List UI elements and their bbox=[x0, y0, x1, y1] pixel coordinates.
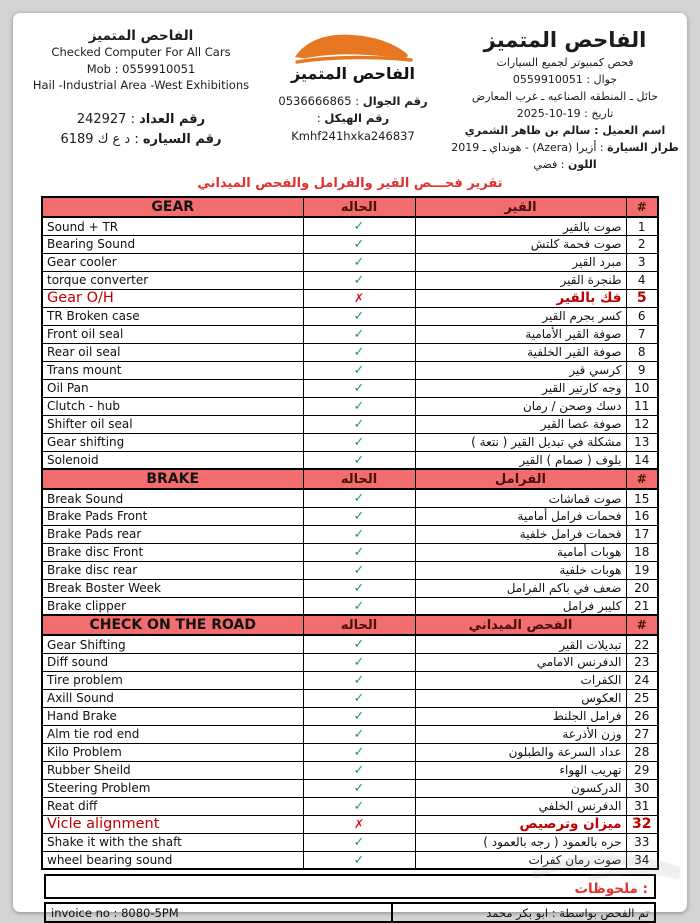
check-icon: ✓ bbox=[353, 834, 365, 850]
vin-number: Kmhf241hxka246837 bbox=[291, 128, 415, 143]
plate-number-line: رقم السياره : د ع ك 6189 bbox=[60, 131, 222, 147]
row-number: 31 bbox=[626, 797, 658, 815]
check-icon: ✓ bbox=[353, 654, 365, 670]
status-cell bbox=[303, 725, 415, 743]
header-line: فحص كمبيوتر لجميع السيارات bbox=[496, 56, 634, 69]
status-cell bbox=[303, 761, 415, 779]
item-name-ar: ميزان وترصيص bbox=[415, 815, 626, 833]
vehicle-registration-block bbox=[27, 110, 255, 149]
row-number: 12 bbox=[626, 415, 658, 433]
inspector-name: تم الفحص بواسطة : ابو بكر محمد bbox=[486, 906, 649, 921]
status-cell bbox=[303, 507, 415, 525]
check-icon: ✓ bbox=[353, 672, 365, 688]
section-title: BRAKE bbox=[42, 469, 303, 489]
status-column-header: الحاله bbox=[303, 197, 415, 217]
table-row bbox=[42, 561, 658, 579]
header-line: اسم العميل : سالم بن ظاهر الشمري bbox=[464, 124, 666, 138]
contact-block bbox=[255, 93, 451, 145]
item-name-en: wheel bearing sound bbox=[42, 851, 303, 869]
table-row bbox=[42, 235, 658, 253]
check-icon: ✓ bbox=[353, 852, 365, 868]
header-line: اللون : فضي bbox=[533, 158, 597, 172]
item-name-ar: صوفة القير الأمامية bbox=[415, 325, 626, 343]
item-name-ar: وزن الأذرعة bbox=[415, 725, 626, 743]
item-name-en: Brake Pads rear bbox=[42, 525, 303, 543]
header-left-block bbox=[27, 28, 255, 149]
table-row bbox=[42, 507, 658, 525]
item-name-ar: وجه كارتير القير bbox=[415, 379, 626, 397]
row-number: 28 bbox=[626, 743, 658, 761]
row-number: 21 bbox=[626, 597, 658, 615]
check-icon: ✓ bbox=[353, 362, 365, 378]
status-cell bbox=[303, 815, 415, 833]
check-icon: ✓ bbox=[353, 526, 365, 542]
row-number: 14 bbox=[626, 451, 658, 469]
item-name-en: Bearing Sound bbox=[42, 235, 303, 253]
header-line: Checked Computer For All Cars bbox=[51, 45, 231, 59]
item-name-ar: الدفرنس الخلفي bbox=[415, 797, 626, 815]
item-name-en: Brake Pads Front bbox=[42, 507, 303, 525]
table-row bbox=[42, 271, 658, 289]
table-row bbox=[42, 597, 658, 615]
item-name-ar: فحمات فرامل أمامية bbox=[415, 507, 626, 525]
check-icon: ✓ bbox=[353, 562, 365, 578]
item-name-en: Front oil seal bbox=[42, 325, 303, 343]
status-cell bbox=[303, 561, 415, 579]
item-name-en: Gear cooler bbox=[42, 253, 303, 271]
vin-label-line: رقم الهيكل : bbox=[316, 111, 390, 126]
item-name-en: Clutch - hub bbox=[42, 397, 303, 415]
table-row bbox=[42, 851, 658, 869]
table-row bbox=[42, 707, 658, 725]
item-name-ar: هوبات أمامية bbox=[415, 543, 626, 561]
item-name-ar: طنجرة القير bbox=[415, 271, 626, 289]
report-header bbox=[13, 28, 687, 173]
item-name-ar: تهريب الهواء bbox=[415, 761, 626, 779]
item-name-en: Brake clipper bbox=[42, 597, 303, 615]
section-header-row bbox=[42, 615, 658, 635]
item-name-en: Tire problem bbox=[42, 671, 303, 689]
table-row bbox=[42, 489, 658, 507]
notes-label: : ملحوظات bbox=[574, 881, 648, 898]
report-title: تقرير فحـــص القير والفرامل والفحص الميداني bbox=[197, 176, 503, 192]
row-number: 1 bbox=[626, 217, 658, 235]
item-name-ar: عداد السرعة والطبلون bbox=[415, 743, 626, 761]
status-cell bbox=[303, 307, 415, 325]
item-name-en: Rubber Sheild bbox=[42, 761, 303, 779]
table-row bbox=[42, 415, 658, 433]
row-number: 8 bbox=[626, 343, 658, 361]
table-row bbox=[42, 743, 658, 761]
row-number: 17 bbox=[626, 525, 658, 543]
table-row bbox=[42, 307, 658, 325]
row-number: 15 bbox=[626, 489, 658, 507]
item-name-en: Break Sound bbox=[42, 489, 303, 507]
arabic-column-header: القير bbox=[415, 197, 626, 217]
table-row bbox=[42, 653, 658, 671]
item-name-ar: فك بالقير bbox=[415, 289, 626, 307]
header-line: جوال : 0559910051 bbox=[512, 73, 618, 87]
item-name-en: Steering Problem bbox=[42, 779, 303, 797]
status-cell bbox=[303, 325, 415, 343]
status-cell bbox=[303, 579, 415, 597]
status-cell bbox=[303, 433, 415, 451]
check-icon: ✓ bbox=[353, 254, 365, 270]
check-icon: ✓ bbox=[353, 580, 365, 596]
item-name-ar: تبديلات القير bbox=[415, 635, 626, 653]
company-info-en bbox=[27, 44, 255, 94]
table-row bbox=[42, 361, 658, 379]
check-icon: ✓ bbox=[353, 452, 365, 468]
status-cell bbox=[303, 743, 415, 761]
company-name-ar: الفاحص المتميز bbox=[483, 28, 647, 52]
status-cell bbox=[303, 415, 415, 433]
table-row bbox=[42, 833, 658, 851]
item-name-en: Brake disc rear bbox=[42, 561, 303, 579]
header-line: حائل ـ المنطقه الصناعيه ـ غرب المعارض bbox=[471, 90, 659, 104]
check-icon: ✓ bbox=[353, 508, 365, 524]
status-cell bbox=[303, 597, 415, 615]
item-name-en: Brake disc Front bbox=[42, 543, 303, 561]
item-name-ar: صوت قماشات bbox=[415, 489, 626, 507]
item-name-ar: مشكلة في تبديل القير ( نتعة ) bbox=[415, 433, 626, 451]
item-name-ar: كرسي قير bbox=[415, 361, 626, 379]
header-line: Hail -Industrial Area -West Exhibitions bbox=[32, 78, 250, 93]
arabic-column-header: الفرامل bbox=[415, 469, 626, 489]
item-name-en: Shake it with the shaft bbox=[42, 833, 303, 851]
status-cell bbox=[303, 525, 415, 543]
row-number: 4 bbox=[626, 271, 658, 289]
check-icon: ✓ bbox=[353, 598, 365, 614]
item-name-ar: الكفرات bbox=[415, 671, 626, 689]
check-icon: ✓ bbox=[353, 744, 365, 760]
row-number: 3 bbox=[626, 253, 658, 271]
item-name-en: Trans mount bbox=[42, 361, 303, 379]
status-cell bbox=[303, 653, 415, 671]
invoice-number: invoice no : 8080-5PM bbox=[46, 904, 393, 921]
row-number: 18 bbox=[626, 543, 658, 561]
status-cell bbox=[303, 707, 415, 725]
company-name-left: الفاحص المتميز bbox=[88, 28, 194, 44]
section-header-row bbox=[42, 469, 658, 489]
row-number: 25 bbox=[626, 689, 658, 707]
status-column-header: الحاله bbox=[303, 615, 415, 635]
row-number: 13 bbox=[626, 433, 658, 451]
item-name-en: Hand Brake bbox=[42, 707, 303, 725]
arabic-column-header: الفحص الميداني bbox=[415, 615, 626, 635]
status-cell bbox=[303, 361, 415, 379]
header-line: طراز السيارة : أزيرا (Azera) - هونداي ـ 2019 bbox=[451, 141, 679, 155]
status-cell bbox=[303, 689, 415, 707]
row-number: 20 bbox=[626, 579, 658, 597]
table-row bbox=[42, 779, 658, 797]
table-row bbox=[42, 543, 658, 561]
table-row bbox=[42, 451, 658, 469]
item-name-en: Rear oil seal bbox=[42, 343, 303, 361]
table-row bbox=[42, 343, 658, 361]
status-cell bbox=[303, 833, 415, 851]
car-logo-icon bbox=[287, 30, 419, 68]
item-name-en: torque converter bbox=[42, 271, 303, 289]
table-row bbox=[42, 397, 658, 415]
table-row bbox=[42, 815, 658, 833]
status-cell bbox=[303, 489, 415, 507]
row-number: 11 bbox=[626, 397, 658, 415]
row-number: 33 bbox=[626, 833, 658, 851]
report-page bbox=[13, 13, 687, 921]
header-line: Mob : 0559910051 bbox=[86, 61, 196, 76]
number-column-header: # bbox=[626, 197, 658, 217]
item-name-ar: كسر بجرم القير bbox=[415, 307, 626, 325]
item-name-ar: كليبر فرامل bbox=[415, 597, 626, 615]
header-line: تاريخ : 19-10-2025 bbox=[516, 107, 614, 121]
item-name-ar: فرامل الجلنط bbox=[415, 707, 626, 725]
status-cell bbox=[303, 271, 415, 289]
check-icon: ✓ bbox=[353, 798, 365, 814]
table-row bbox=[42, 761, 658, 779]
check-icon: ✓ bbox=[353, 236, 365, 252]
status-cell bbox=[303, 851, 415, 869]
row-number: 23 bbox=[626, 653, 658, 671]
check-icon: ✓ bbox=[353, 398, 365, 414]
table-row bbox=[42, 671, 658, 689]
check-icon: ✓ bbox=[353, 762, 365, 778]
item-name-ar: صوت رمان كفرات bbox=[415, 851, 626, 869]
item-name-ar: الدركسون bbox=[415, 779, 626, 797]
section-header-row bbox=[42, 197, 658, 217]
cross-icon: ✗ bbox=[353, 291, 365, 306]
item-name-ar: الدفرنس الامامي bbox=[415, 653, 626, 671]
table-row bbox=[42, 379, 658, 397]
row-number: 19 bbox=[626, 561, 658, 579]
status-cell bbox=[303, 397, 415, 415]
inspection-table-body bbox=[42, 197, 658, 869]
check-icon: ✓ bbox=[353, 544, 365, 560]
item-name-ar: بلوف ( صمام ) القير bbox=[415, 451, 626, 469]
check-icon: ✓ bbox=[353, 708, 365, 724]
row-number: 29 bbox=[626, 761, 658, 779]
item-name-ar: صوفة عصا القير bbox=[415, 415, 626, 433]
section-title: CHECK ON THE ROAD bbox=[42, 615, 303, 635]
cross-icon: ✗ bbox=[353, 817, 365, 832]
table-row bbox=[42, 797, 658, 815]
check-icon: ✓ bbox=[353, 272, 365, 288]
item-name-en: Shifter oil seal bbox=[42, 415, 303, 433]
inspection-table bbox=[41, 196, 659, 870]
number-column-header: # bbox=[626, 615, 658, 635]
check-icon: ✓ bbox=[353, 380, 365, 396]
table-row bbox=[42, 725, 658, 743]
table-row bbox=[42, 579, 658, 597]
item-name-en: Oil Pan bbox=[42, 379, 303, 397]
row-number: 5 bbox=[626, 289, 658, 307]
table-row bbox=[42, 635, 658, 653]
check-icon: ✓ bbox=[353, 726, 365, 742]
check-icon: ✓ bbox=[353, 326, 365, 342]
item-name-en: TR Broken case bbox=[42, 307, 303, 325]
check-icon: ✓ bbox=[353, 491, 365, 507]
row-number: 22 bbox=[626, 635, 658, 653]
status-cell bbox=[303, 671, 415, 689]
table-row bbox=[42, 325, 658, 343]
status-cell bbox=[303, 635, 415, 653]
item-name-ar: مبرد القير bbox=[415, 253, 626, 271]
logo-wordmark: الفاحص المتميز bbox=[291, 64, 415, 83]
check-icon: ✓ bbox=[353, 780, 365, 796]
header-logo-block bbox=[255, 28, 451, 145]
item-name-en: Gear shifting bbox=[42, 433, 303, 451]
row-number: 34 bbox=[626, 851, 658, 869]
meter-number-line: رقم العداد : 242927 bbox=[76, 112, 206, 128]
item-name-en: Vicle alignment bbox=[42, 815, 303, 833]
status-cell bbox=[303, 235, 415, 253]
status-cell bbox=[303, 543, 415, 561]
status-cell bbox=[303, 379, 415, 397]
table-row bbox=[42, 689, 658, 707]
section-title: GEAR bbox=[42, 197, 303, 217]
row-number: 7 bbox=[626, 325, 658, 343]
check-icon: ✓ bbox=[353, 308, 365, 324]
status-cell bbox=[303, 797, 415, 815]
table-row bbox=[42, 433, 658, 451]
mobile-number-line: رقم الجوال : 0536666865 bbox=[278, 94, 428, 108]
item-name-en: Sound + TR bbox=[42, 217, 303, 235]
status-cell bbox=[303, 779, 415, 797]
item-name-ar: صوفة القير الخلفية bbox=[415, 343, 626, 361]
table-row bbox=[42, 525, 658, 543]
item-name-ar: حره بالعمود ( رجه بالعمود ) bbox=[415, 833, 626, 851]
item-name-en: Gear O/H bbox=[42, 289, 303, 307]
status-cell bbox=[303, 217, 415, 235]
check-icon: ✓ bbox=[353, 219, 365, 235]
company-info-ar bbox=[451, 54, 679, 173]
item-name-ar: صوت فحمة كلتش bbox=[415, 235, 626, 253]
status-cell bbox=[303, 253, 415, 271]
item-name-ar: دسك وصحن / رمان bbox=[415, 397, 626, 415]
status-cell bbox=[303, 451, 415, 469]
footer-bar bbox=[44, 902, 656, 923]
check-icon: ✓ bbox=[353, 344, 365, 360]
check-icon: ✓ bbox=[353, 434, 365, 450]
item-name-en: Alm tie rod end bbox=[42, 725, 303, 743]
header-right-block bbox=[451, 28, 679, 173]
item-name-en: Axill Sound bbox=[42, 689, 303, 707]
item-name-en: Reat diff bbox=[42, 797, 303, 815]
status-cell bbox=[303, 289, 415, 307]
table-row bbox=[42, 289, 658, 307]
item-name-en: Break Boster Week bbox=[42, 579, 303, 597]
check-icon: ✓ bbox=[353, 637, 365, 653]
check-icon: ✓ bbox=[353, 690, 365, 706]
item-name-ar: فحمات فرامل خلفية bbox=[415, 525, 626, 543]
check-icon: ✓ bbox=[353, 416, 365, 432]
item-name-ar: هوبات خلفية bbox=[415, 561, 626, 579]
row-number: 32 bbox=[626, 815, 658, 833]
item-name-en: Diff sound bbox=[42, 653, 303, 671]
row-number: 16 bbox=[626, 507, 658, 525]
row-number: 2 bbox=[626, 235, 658, 253]
row-number: 9 bbox=[626, 361, 658, 379]
status-cell bbox=[303, 343, 415, 361]
item-name-ar: العكوس bbox=[415, 689, 626, 707]
row-number: 27 bbox=[626, 725, 658, 743]
row-number: 10 bbox=[626, 379, 658, 397]
row-number: 6 bbox=[626, 307, 658, 325]
notes-box bbox=[44, 874, 656, 899]
row-number: 30 bbox=[626, 779, 658, 797]
table-row bbox=[42, 253, 658, 271]
item-name-en: Kilo Problem bbox=[42, 743, 303, 761]
number-column-header: # bbox=[626, 469, 658, 489]
row-number: 26 bbox=[626, 707, 658, 725]
item-name-ar: ضعف في باكم الفرامل bbox=[415, 579, 626, 597]
item-name-en: Gear Shifting bbox=[42, 635, 303, 653]
status-column-header: الحاله bbox=[303, 469, 415, 489]
item-name-ar: صوت بالقير bbox=[415, 217, 626, 235]
item-name-en: Solenoid bbox=[42, 451, 303, 469]
row-number: 24 bbox=[626, 671, 658, 689]
table-row bbox=[42, 217, 658, 235]
